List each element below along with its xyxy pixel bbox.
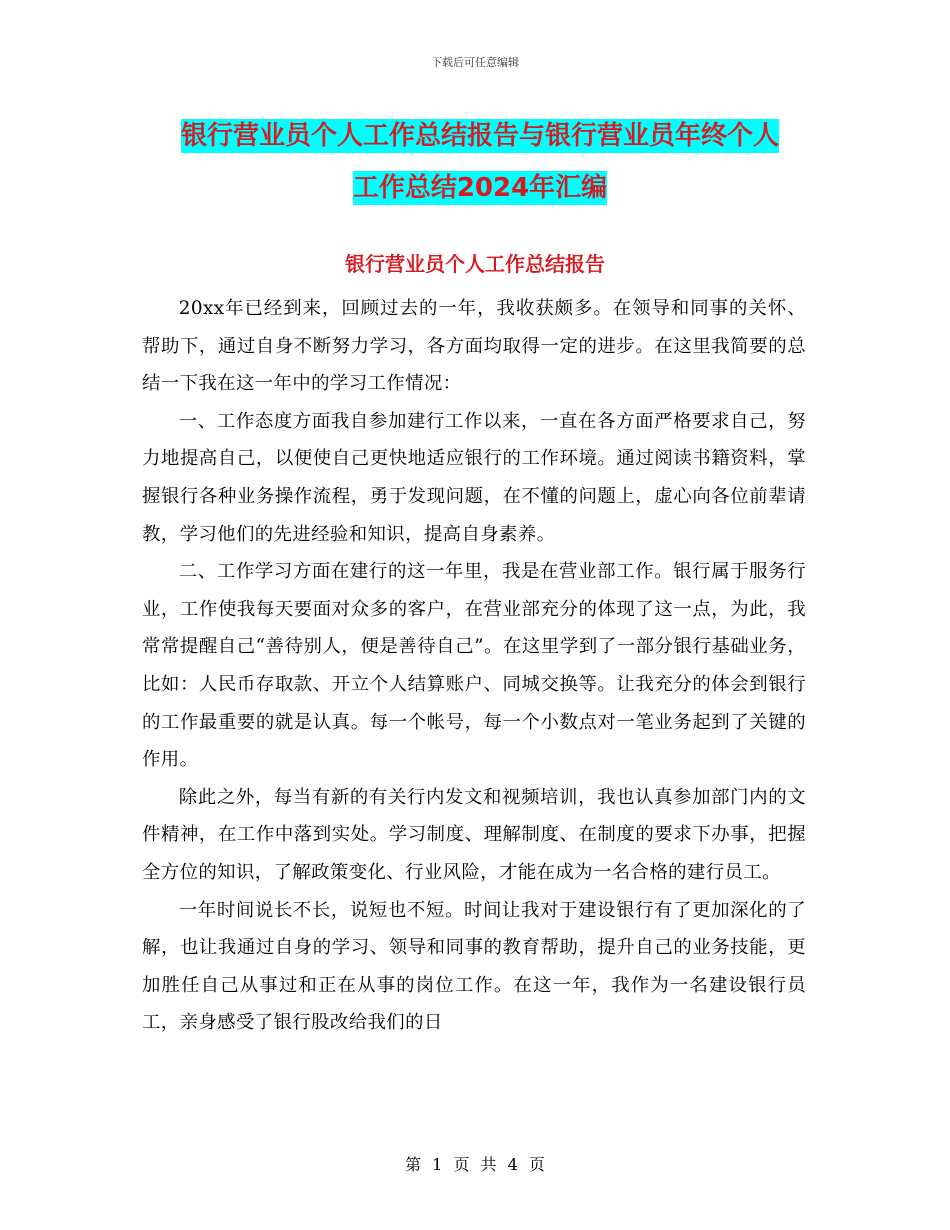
page-number-footer: 第 1 页 共 4 页 <box>405 1155 545 1174</box>
document-title-line-1: 银行营业员个人工作总结报告与银行营业员年终个人 <box>180 121 779 151</box>
document-title-line-2: 工作总结2024年汇编 <box>352 173 608 203</box>
paragraph-4: 除此之外，每当有新的有关行内发文和视频培训，我也认真参加部门内的文件精神，在工作中落到实处。学习制度、理解制度、在制度的要求下办事，把握全方位的知识，了解政策变化、行业风险，才能在成为一名合格的建行员工。 <box>142 786 806 883</box>
header-note: 下载后可任意编辑 <box>431 56 519 69</box>
paragraph-1: 20xx年已经到来，回顾过去的一年，我收获颇多。在领导和同事的关怀、帮助下，通过自身不断努力学习，各方面均取得一定的进步。在这里我简要的总结一下我在这一年中的学习工作情况： <box>142 298 806 395</box>
section-title: 银行营业员个人工作总结报告 <box>345 252 605 276</box>
paragraph-5: 一年时间说长不长，说短也不短。时间让我对于建设银行有了更加深化的了解，也让我通过自身的学习、领导和同事的教育帮助，提升自己的业务技能，更加胜任自己从事过和正在从事的岗位工作。在这一年，我作为一名建设银行员工，亲身感受了银行股改给我们的日 <box>142 899 806 1034</box>
paragraph-3: 二、工作学习方面在建行的这一年里，我是在营业部工作。银行属于服务行业，工作使我每天要面对众多的客户，在营业部充分的体现了这一点，为此，我常常提醒自己“善待别人，便是善待自己”。在这里学到了一部分银行基础业务，比如：人民币存取款、开立个人结算账户、同城交换等。让我充分的体会到银行的工作最重要的就是认真。每一个帐号，每一个小数点对一笔业务起到了关键的作用。 <box>142 561 806 771</box>
document-title <box>150 110 810 214</box>
document-body <box>142 290 806 1042</box>
paragraph-2: 一、工作态度方面我自参加建行工作以来，一直在各方面严格要求自己，努力地提高自己，以便使自己更快地适应银行的工作环境。通过阅读书籍资料，掌握银行各种业务操作流程，勇于发现问题，在不懂的问题上，虚心向各位前辈请教，学习他们的先进经验和知识，提高自身素养。 <box>142 410 806 545</box>
